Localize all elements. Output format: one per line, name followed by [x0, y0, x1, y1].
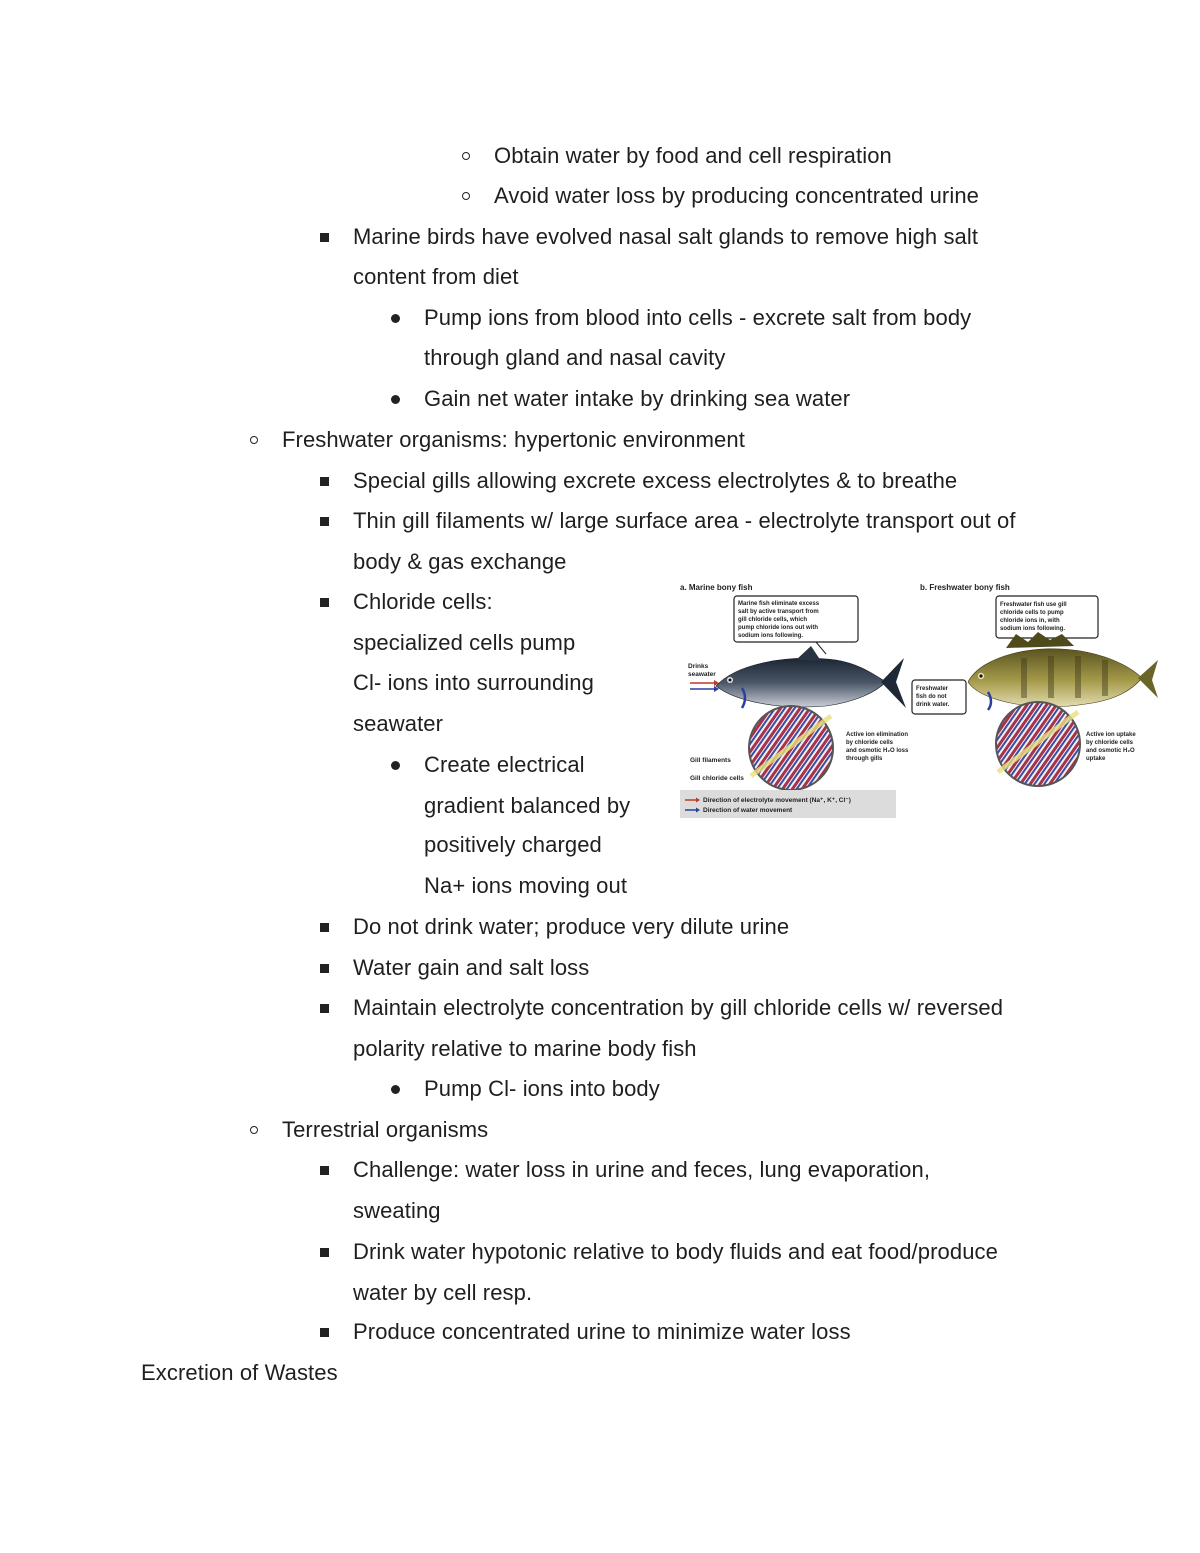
list-item-text: Drink water hypotonic relative to body fluids and eat food/produce — [353, 1239, 998, 1264]
list-item-text: Freshwater organisms: hypertonic environment — [282, 427, 745, 452]
list-item-text: Do not drink water; produce very dilute urine — [353, 914, 790, 939]
list-item-text: seawater — [353, 711, 444, 736]
panel-a-title: a. Marine bony fish — [680, 583, 753, 592]
no-drink-label: Freshwater fish do not drink water. — [916, 686, 950, 708]
list-item-text: Na+ ions moving out — [424, 873, 628, 898]
disc-bullet-icon — [391, 395, 400, 404]
list-item-text: Produce concentrated urine to minimize water loss — [353, 1319, 851, 1344]
square-bullet-icon — [320, 233, 329, 242]
list-item-text: Marine birds have evolved nasal salt glands to remove high salt — [353, 224, 979, 249]
list-item-text: Terrestrial organisms — [282, 1117, 489, 1142]
list-item-text: Special gills allowing excrete excess electrolytes & to breathe — [353, 468, 958, 493]
perch-stripe — [1102, 660, 1108, 696]
perch-stripe — [1021, 658, 1027, 698]
hollow-bullet-icon — [462, 152, 470, 160]
list-item-text: water by cell resp. — [353, 1280, 533, 1305]
disc-bullet-icon — [391, 761, 400, 770]
marine-callout-text: Marine fish eliminate excess salt by active transport from gill chloride cells, which pump chloride ions out with sodium ions following. — [738, 601, 820, 639]
list-item-text: Pump ions from blood into cells - excrete salt from body — [424, 305, 972, 330]
square-bullet-icon — [320, 1004, 329, 1013]
square-bullet-icon — [320, 477, 329, 486]
hollow-bullet-icon — [250, 436, 258, 444]
square-bullet-icon — [320, 964, 329, 973]
square-bullet-icon — [320, 1248, 329, 1257]
disc-bullet-icon — [391, 314, 400, 323]
drinks-seawater-label: Drinks seawater — [688, 663, 716, 678]
section-heading: Excretion of Wastes — [141, 1360, 338, 1385]
square-bullet-icon — [320, 517, 329, 526]
list-item-text: Avoid water loss by producing concentrated urine — [494, 183, 980, 208]
marine-active-ion-label: Active ion elimination by chloride cells and osmotic H₂O loss through gills — [846, 732, 909, 762]
freshwater-fish-tail — [1138, 660, 1158, 698]
perch-stripe — [1075, 656, 1081, 698]
freshwater-fish-body — [968, 649, 1142, 707]
list-item-text: Challenge: water loss in urine and feces, lung evaporation, — [353, 1157, 931, 1182]
square-bullet-icon — [320, 1328, 329, 1337]
gill-chloride-cells-label: Gill chloride cells — [690, 775, 744, 782]
list-item-text: Create electrical — [424, 752, 585, 777]
marine-fish-fin — [796, 646, 821, 661]
list-item-text: Maintain electrolyte concentration by gill chloride cells w/ reversed — [353, 995, 1004, 1020]
fish-osmoregulation-figure — [676, 576, 1160, 826]
legend-electrolyte-label: Direction of electrolyte movement (Na⁺, K⁺, Cl⁻) — [703, 797, 851, 804]
panel-b-title: b. Freshwater bony fish — [920, 583, 1010, 592]
list-item-text: Gain net water intake by drinking sea water — [424, 386, 851, 411]
list-item-text: gradient balanced by — [424, 793, 631, 818]
hollow-bullet-icon — [462, 192, 470, 200]
list-item-text: sweating — [353, 1198, 441, 1223]
list-item-text: positively charged — [424, 832, 602, 857]
list-item-text: polarity relative to marine body fish — [353, 1036, 697, 1061]
square-bullet-icon — [320, 598, 329, 607]
marine-fish-body — [716, 658, 886, 707]
gill-filaments-label: Gill filaments — [690, 757, 731, 764]
marine-fish-tail — [881, 658, 906, 708]
freshwater-callout-text: Freshwater fish use gill chloride cells to pump chloride ions in, with sodium ions following. — [1000, 602, 1067, 632]
list-item-text: Cl- ions into surrounding — [353, 670, 594, 695]
perch-stripe — [1048, 656, 1054, 698]
list-item-text: Pump Cl- ions into body — [424, 1076, 660, 1101]
list-item-text: Chloride cells: — [353, 589, 493, 614]
list-item-text: Obtain water by food and cell respiration — [494, 143, 892, 168]
list-item-text: through gland and nasal cavity — [424, 345, 726, 370]
legend-water-label: Direction of water movement — [703, 807, 793, 814]
list-item-text: Water gain and salt loss — [353, 955, 590, 980]
list-item-text: Thin gill filaments w/ large surface area - electrolyte transport out of — [353, 508, 1016, 533]
disc-bullet-icon — [391, 1085, 400, 1094]
list-item-text: content from diet — [353, 264, 519, 289]
freshwater-water-flow-arrow — [988, 692, 991, 710]
freshwater-active-ion-label: Active ion uptake by chloride cells and osmotic H₂O uptake — [1086, 732, 1136, 762]
marine-callout-pointer — [816, 642, 826, 654]
square-bullet-icon — [320, 923, 329, 932]
square-bullet-icon — [320, 1166, 329, 1175]
list-item-text: body & gas exchange — [353, 549, 567, 574]
list-item-text: specialized cells pump — [353, 630, 576, 655]
hollow-bullet-icon — [250, 1126, 258, 1134]
